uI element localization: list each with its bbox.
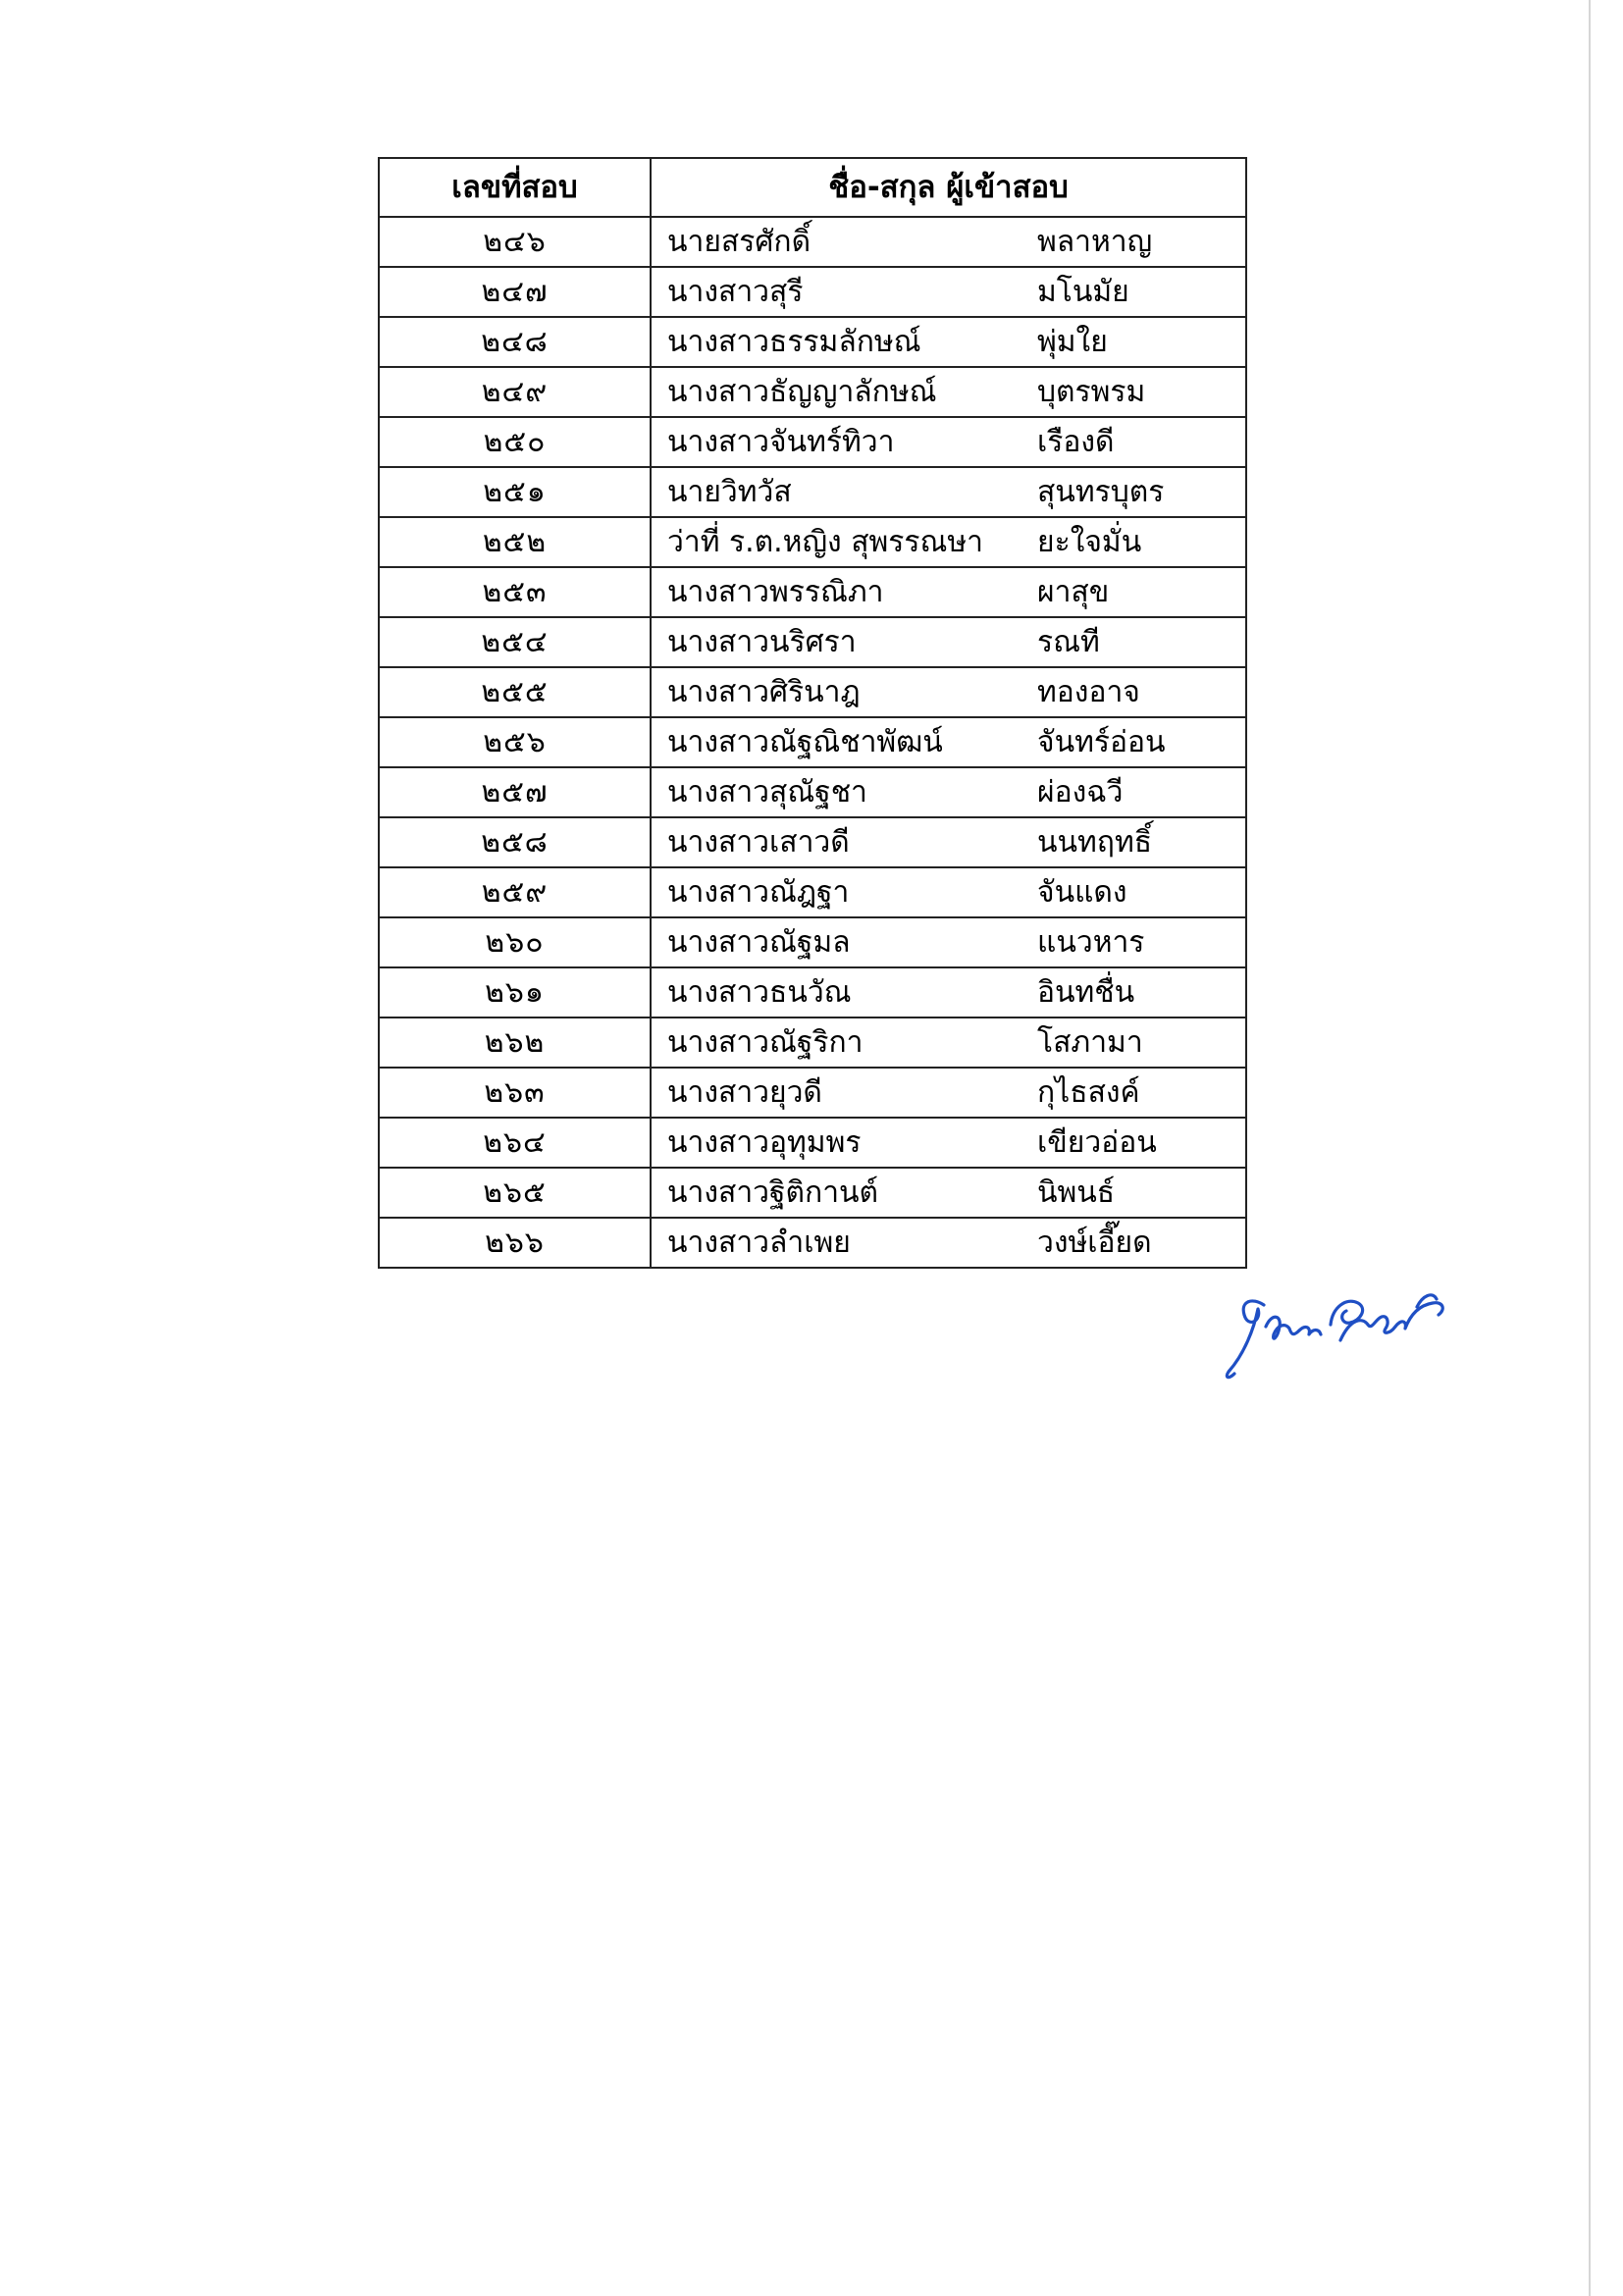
candidate-last-name: วงษ์เอี๊ยด	[1037, 1225, 1152, 1260]
exam-number-cell: ๒๖๒	[379, 1018, 651, 1068]
candidate-last-name: พุ่มใย	[1037, 324, 1108, 359]
candidate-first-name: นางสาวณัฎฐา	[667, 874, 850, 910]
exam-number-cell: ๒๕๒	[379, 517, 651, 567]
exam-number-cell: ๒๕๘	[379, 817, 651, 867]
candidate-first-name: นางสาวเสาวดี	[667, 824, 850, 860]
candidate-first-name: นางสาวอุทุมพร	[667, 1124, 862, 1160]
exam-number-cell: ๒๔๖	[379, 217, 651, 267]
table-row	[379, 517, 1246, 567]
handwritten-signature-icon	[1215, 1256, 1490, 1393]
candidate-last-name: เรืองดี	[1037, 424, 1115, 459]
table-row	[379, 1168, 1246, 1218]
table-row	[379, 1118, 1246, 1168]
candidate-name-cell	[651, 517, 1246, 567]
table-row	[379, 717, 1246, 767]
candidate-first-name: ว่าที่ ร.ต.หญิง สุพรรณษา	[667, 524, 983, 559]
candidate-name-cell	[651, 967, 1246, 1018]
candidate-last-name: ผ่องฉวี	[1037, 774, 1124, 809]
candidate-name-cell	[651, 1218, 1246, 1268]
candidate-name-cell	[651, 1118, 1246, 1168]
exam-number-cell: ๒๖๔	[379, 1118, 651, 1168]
candidate-name-cell	[651, 817, 1246, 867]
exam-number-cell: ๒๕๕	[379, 667, 651, 717]
exam-number-cell: ๒๕๐	[379, 417, 651, 467]
candidate-last-name: กุไธสงค์	[1037, 1074, 1140, 1110]
exam-number-cell: ๒๕๔	[379, 617, 651, 667]
candidate-name-cell	[651, 667, 1246, 717]
exam-number-cell: ๒๖๖	[379, 1218, 651, 1268]
candidate-last-name: รณที	[1037, 624, 1100, 659]
exam-number-cell: ๒๔๘	[379, 317, 651, 367]
candidate-first-name: นางสาวธัญญาลักษณ์	[667, 374, 937, 409]
table-row	[379, 417, 1246, 467]
exam-number-cell: ๒๕๙	[379, 867, 651, 917]
candidate-last-name: นิพนธ์	[1037, 1174, 1116, 1210]
candidate-last-name: สุนทรบุตร	[1037, 474, 1165, 509]
exam-number-cell: ๒๔๙	[379, 367, 651, 417]
candidate-first-name: นางสาวธรรมลักษณ์	[667, 324, 921, 359]
table-row	[379, 917, 1246, 967]
candidate-name-cell	[651, 267, 1246, 317]
candidate-last-name: นนทฤทธิ์	[1037, 824, 1153, 860]
exam-number-cell: ๒๕๗	[379, 767, 651, 817]
candidate-last-name: เขียวอ่อน	[1037, 1124, 1157, 1160]
exam-number-cell: ๒๖๑	[379, 967, 651, 1018]
candidate-name-cell	[651, 367, 1246, 417]
candidate-first-name: นางสาวยุวดี	[667, 1074, 822, 1110]
exam-number-cell: ๒๖๐	[379, 917, 651, 967]
candidate-first-name: นางสาวลำเพย	[667, 1225, 851, 1260]
table-row	[379, 1068, 1246, 1118]
exam-number-cell: ๒๖๕	[379, 1168, 651, 1218]
candidate-last-name: บุตรพรม	[1037, 374, 1146, 409]
candidate-name-cell	[651, 417, 1246, 467]
candidate-first-name: นายวิทวัส	[667, 474, 792, 509]
table-row	[379, 1218, 1246, 1268]
candidate-first-name: นางสาวจันทร์ทิวา	[667, 424, 895, 459]
table-row	[379, 817, 1246, 867]
header-candidate-name: ชื่อ-สกุล ผู้เข้าสอบ	[651, 158, 1246, 217]
candidate-last-name: พลาหาญ	[1037, 224, 1153, 259]
candidate-name-cell	[651, 1018, 1246, 1068]
candidate-last-name: อินทชื่น	[1037, 974, 1135, 1010]
table-row	[379, 667, 1246, 717]
candidate-first-name: นางสาวณัฐมล	[667, 924, 851, 960]
candidate-last-name: โสภามา	[1037, 1024, 1143, 1060]
candidate-last-name: มโนมัย	[1037, 274, 1129, 309]
candidate-last-name: ผาสุข	[1037, 574, 1110, 609]
candidate-name-cell	[651, 917, 1246, 967]
candidate-first-name: นางสาวณัฐณิชาพัฒน์	[667, 724, 943, 759]
exam-number-cell: ๒๕๓	[379, 567, 651, 617]
candidate-first-name: นางสาวสุณัฐชา	[667, 774, 867, 809]
page-edge-line	[1589, 0, 1591, 2296]
exam-number-cell: ๒๕๑	[379, 467, 651, 517]
candidate-name-cell	[651, 1168, 1246, 1218]
table-row	[379, 367, 1246, 417]
candidate-table	[378, 157, 1247, 1269]
table-row	[379, 317, 1246, 367]
table-row	[379, 567, 1246, 617]
table-header-row	[379, 158, 1246, 217]
table-row	[379, 967, 1246, 1018]
candidate-first-name: นางสาวฐิติกานต์	[667, 1174, 879, 1210]
table-row	[379, 767, 1246, 817]
candidate-last-name: ทองอาจ	[1037, 674, 1140, 709]
candidate-last-name: จันทร์อ่อน	[1037, 724, 1166, 759]
candidate-first-name: นางสาวธนวัณ	[667, 974, 852, 1010]
header-exam-number: เลขที่สอบ	[379, 158, 651, 217]
exam-number-cell: ๒๖๓	[379, 1068, 651, 1118]
exam-number-cell: ๒๕๖	[379, 717, 651, 767]
candidate-first-name: นางสาวณัฐริกา	[667, 1024, 864, 1060]
candidate-last-name: จันแดง	[1037, 874, 1127, 910]
candidate-first-name: นางสาวนริศรา	[667, 624, 857, 659]
table-row	[379, 267, 1246, 317]
candidate-name-cell	[651, 1068, 1246, 1118]
table-row	[379, 467, 1246, 517]
table-row	[379, 1018, 1246, 1068]
candidate-first-name: นางสาวศิรินาฎ	[667, 674, 861, 709]
candidate-name-cell	[651, 467, 1246, 517]
table-row	[379, 867, 1246, 917]
candidate-name-cell	[651, 767, 1246, 817]
candidate-name-cell	[651, 567, 1246, 617]
candidate-name-cell	[651, 867, 1246, 917]
candidate-first-name: นางสาวพรรณิภา	[667, 574, 884, 609]
candidate-last-name: แนวหาร	[1037, 924, 1145, 960]
candidate-name-cell	[651, 217, 1246, 267]
candidate-first-name: นางสาวสุรี	[667, 274, 804, 309]
candidate-name-cell	[651, 617, 1246, 667]
exam-number-cell: ๒๔๗	[379, 267, 651, 317]
candidate-last-name: ยะใจมั่น	[1037, 524, 1142, 559]
table-body	[379, 217, 1246, 1268]
table-row	[379, 617, 1246, 667]
candidate-name-cell	[651, 717, 1246, 767]
candidate-name-cell	[651, 317, 1246, 367]
candidate-first-name: นายสรศักดิ์	[667, 224, 812, 259]
table-row	[379, 217, 1246, 267]
